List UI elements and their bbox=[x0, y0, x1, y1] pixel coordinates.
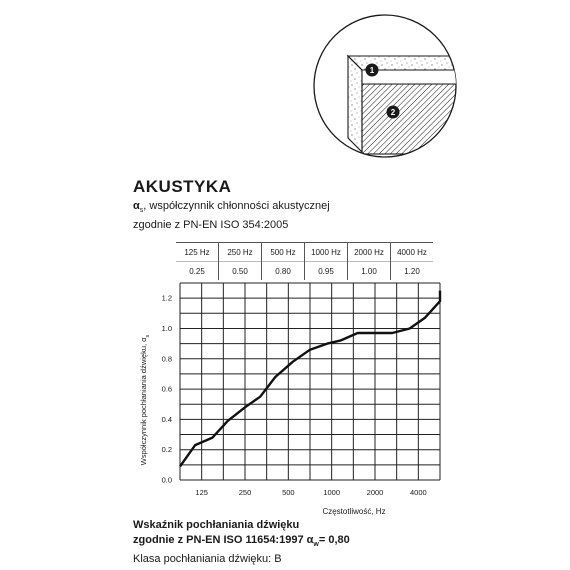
footer-line1: Wskaźnik pochłaniania dźwięku bbox=[133, 519, 300, 531]
x-tick-label: 2000 bbox=[366, 488, 384, 497]
y-tick-labels bbox=[162, 294, 172, 485]
y-tick-label: 0.6 bbox=[161, 384, 172, 394]
panel-front-edge bbox=[362, 70, 470, 84]
footer-line3: Klasa pochłaniania dźwięku: B bbox=[133, 553, 282, 566]
x-tick-label: 500 bbox=[282, 488, 295, 497]
section-subtitle bbox=[133, 199, 330, 233]
value-cell: 0.50 bbox=[219, 262, 262, 281]
footer-value: = 0,80 bbox=[318, 534, 350, 546]
freq-cell: 250 Hz bbox=[219, 243, 262, 262]
alpha-subscript: s bbox=[139, 207, 144, 215]
freq-cell: 1000 Hz bbox=[305, 243, 348, 262]
section-title: AKUSTYKA bbox=[133, 177, 232, 196]
frequency-header-row bbox=[176, 243, 433, 262]
subtitle-line1: , współczynnik chłonności akustycznej bbox=[143, 200, 330, 212]
panel-side-face bbox=[348, 56, 362, 152]
alpha-symbol: α bbox=[133, 200, 140, 212]
substrate-layer bbox=[362, 84, 470, 154]
footer-line2-prefix: zgodnie z PN-EN ISO 11654:1997 bbox=[133, 534, 307, 546]
freq-cell: 125 Hz bbox=[176, 243, 219, 262]
footer-block bbox=[133, 518, 350, 567]
x-tick-label: 250 bbox=[238, 488, 252, 497]
value-cell: 0.25 bbox=[176, 262, 219, 281]
x-axis-label: Częstotliwość, Hz bbox=[322, 507, 386, 516]
freq-cell: 4000 Hz bbox=[391, 243, 434, 262]
y-tick-label: 0.0 bbox=[161, 475, 172, 485]
freq-cell: 2000 Hz bbox=[348, 243, 391, 262]
y-tick-label: 0.8 bbox=[161, 354, 172, 364]
y-tick-label: 1.0 bbox=[161, 323, 172, 333]
footer-alpha-subscript: w bbox=[313, 541, 319, 549]
absorption-chart bbox=[128, 278, 448, 518]
material-cross-section-diagram bbox=[300, 12, 470, 160]
x-tick-label: 125 bbox=[195, 488, 208, 497]
x-tick-label: 1000 bbox=[323, 488, 341, 497]
marker-2-label: 2 bbox=[390, 108, 396, 117]
value-cell: 1.20 bbox=[391, 262, 434, 281]
marker-1-label: 1 bbox=[369, 66, 375, 75]
frequency-table bbox=[176, 242, 433, 280]
freq-cell: 500 Hz bbox=[262, 243, 305, 262]
y-tick-label: 1.2 bbox=[161, 293, 172, 303]
value-cell: 1.00 bbox=[348, 262, 391, 281]
chart-grid bbox=[180, 283, 440, 480]
value-cell: 0.80 bbox=[262, 262, 305, 281]
subtitle-line2: zgodnie z PN-EN ISO 354:2005 bbox=[133, 219, 289, 232]
x-tick-label: 4000 bbox=[409, 488, 427, 497]
y-tick-label: 0.2 bbox=[161, 445, 172, 455]
footer-line2 bbox=[133, 533, 350, 552]
value-cell: 0.95 bbox=[305, 262, 348, 281]
y-tick-label: 0.4 bbox=[161, 414, 172, 424]
y-axis-label: Współczynnik pochłaniania dźwięku, $\alpha_s$ bbox=[139, 334, 151, 466]
x-tick-labels bbox=[195, 488, 426, 497]
footer-alpha-symbol: α bbox=[306, 534, 314, 546]
